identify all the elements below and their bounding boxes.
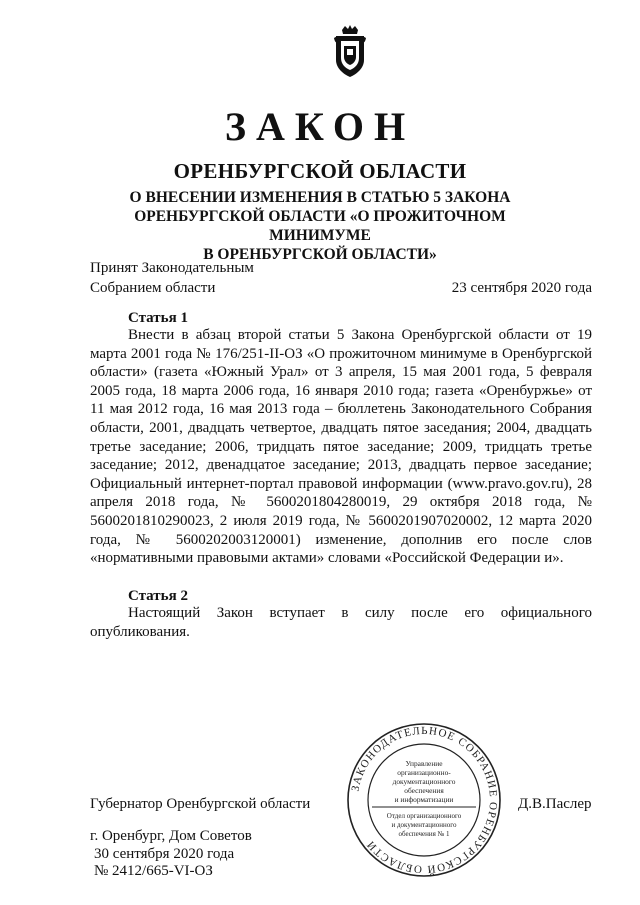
region-title: ОРЕНБУРГСКОЙ ОБЛАСТИ — [173, 159, 467, 183]
seal-text-line: Управление — [405, 759, 443, 768]
subtitle-line: ОРЕНБУРГСКОЙ ОБЛАСТИ «О ПРОЖИТОЧНОМ МИНИМУМЕ — [134, 208, 506, 244]
seal-text-line: и документационного — [391, 821, 457, 829]
adoption-line: Принят Законодательным — [90, 260, 254, 276]
governor-name: Д.В.Паслер — [518, 796, 592, 812]
subtitle-line: В ОРЕНБУРГСКОЙ ОБЛАСТИ» — [203, 246, 437, 263]
place-and-number — [90, 828, 252, 881]
seal-ring-text: ЗАКОНОДАТЕЛЬНОЕ СОБРАНИЕ ОРЕНБУРГСКОЙ ОБЛАСТИ — [349, 724, 500, 876]
date-line: 30 сентября 2020 года — [94, 845, 235, 862]
adoption-note — [90, 258, 254, 298]
law-title: ЗАКОН — [224, 104, 416, 149]
article-1-title: Статья 1 — [128, 310, 188, 326]
coat-of-arms-icon — [328, 24, 372, 78]
subtitle-line: О ВНЕСЕНИИ ИЗМЕНЕНИЯ В СТАТЬЮ 5 ЗАКОНА — [129, 189, 511, 206]
place-line: г. Оренбург, Дом Советов — [90, 828, 252, 844]
article-2-text: Настоящий Закон вступает в силу после его официального опубликования. — [90, 605, 592, 640]
adoption-date: 23 сентября 2020 года — [451, 280, 592, 296]
number-line: № 2412/665-VI-ОЗ — [94, 863, 213, 879]
seal-text-line: организационно- — [397, 768, 451, 777]
seal-text-line: и информатизации — [394, 795, 454, 804]
article-2-title: Статья 2 — [128, 588, 188, 604]
seal-text-line: Отдел организационного — [386, 812, 462, 820]
article-1-text: Внести в абзац второй статьи 5 Закона Оренбургской области от 19 марта 2001 года № 176/251-II-ОЗ «О прожиточном минимуме в Оренбургской области» (газета «Южный Урал» от 3 апреля, 15 мая 2001 года, 5 февраля 2005 года, 18 марта 2006 года, 16 января 2010 года; газета «Оренбуржье» от 11 мая 2012 года, 16 мая 2013 года – бюллетень Законодательного Собрания области, 2001, двадцать четвертое, двадцать пятое заседания; 2004, двадцать третье заседание; 2006, тридцать пятое заседание; 2009, тридцать третье заседание; 2012, двенадцатое заседание; 2013, двадцать первое заседание; Официальный интернет-портал правовой информации (www.pravo.gov.ru), 28 апреля 2018 года, № 5600201804280019, 29 октября 2018 года, № 5600201810290023, 2 июля 2019 года, № 5600201907020002, 12 марта 2020 года, № 5600202003120001) изменение, дополнив его после слов «нормативными правовыми актами» словами «Российской Федерации и». — [90, 327, 592, 567]
adoption-line: Собранием области — [90, 280, 216, 296]
law-subtitle — [110, 188, 530, 264]
seal-text-line: обеспечения — [404, 786, 444, 795]
governor-title: Губернатор Оренбургской области — [90, 796, 311, 812]
seal-text-line: обеспечения № 1 — [398, 830, 450, 838]
seal-text-line: документационного — [392, 777, 456, 786]
official-seal — [344, 720, 504, 880]
